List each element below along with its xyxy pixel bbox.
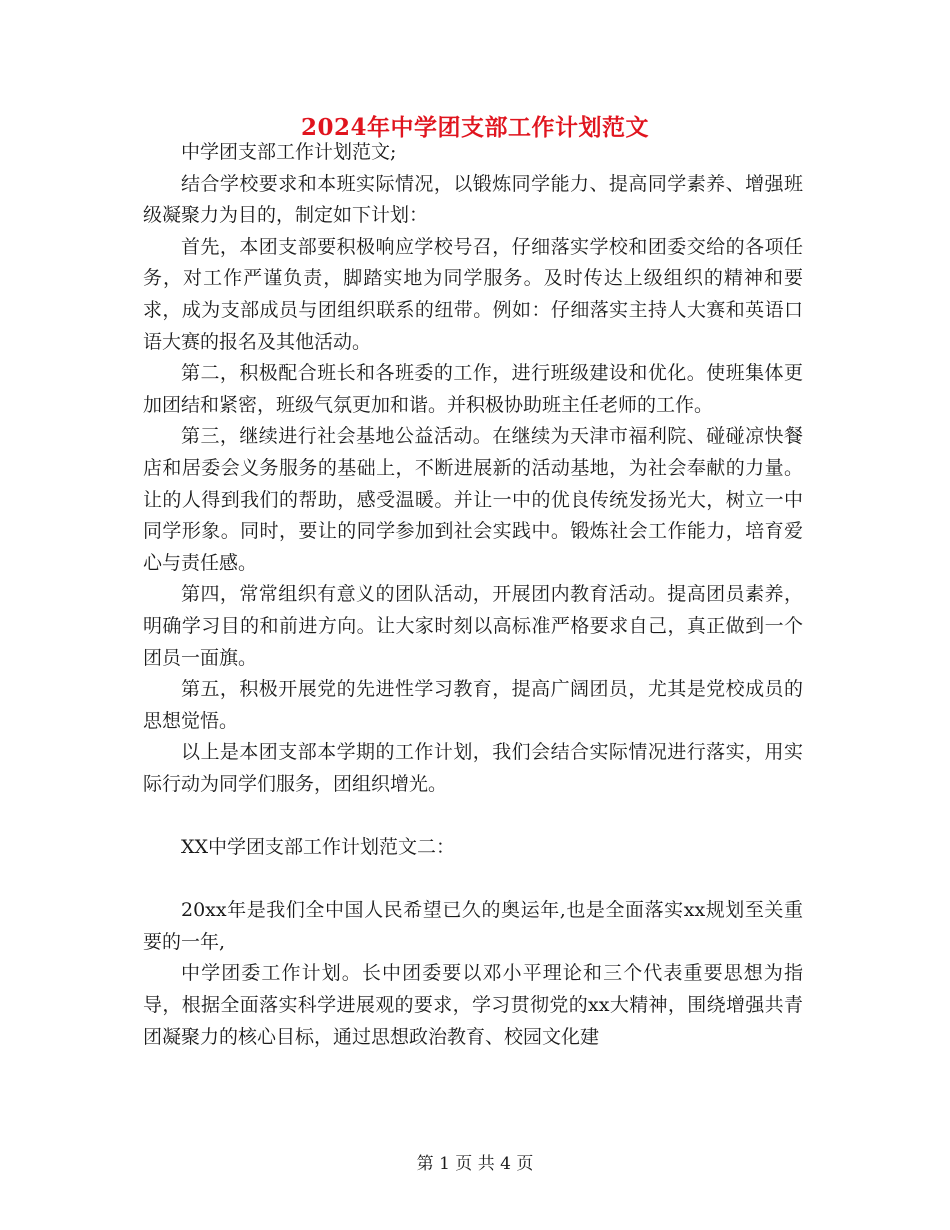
document-body (143, 137, 803, 1053)
paragraph-committee-plan: 中学团委工作计划。长中团委要以邓小平理论和三个代表重要思想为指导，根据全面落实科学进展观的要求，学习贯彻党的xx大精神，围绕增强共青团凝聚力的核心目标，通过思想政治教育、校园文化建 (143, 962, 803, 1048)
paragraph-summary: 以上是本团支部本学期的工作计划，我们会结合实际情况进行落实，用实际行动为同学们服务，团组织增光。 (143, 741, 803, 795)
paragraph-fifth: 第五，积极开展党的先进性学习教育，提高广阔团员，尤其是党校成员的思想觉悟。 (143, 678, 803, 732)
paragraph-intro: 中学团支部工作计划范文; (181, 141, 397, 163)
section-heading-two: XX中学团支部工作计划范文二： (181, 836, 456, 859)
paragraph-first: 首先，本团支部要积极响应学校号召，仔细落实学校和团委交给的各项任务，对工作严谨负责，脚踏实地为同学服务。及时传达上级组织的精神和要求，成为支部成员与团组织联系的纽带。例如：仔细落实主持人大赛和英语口语大赛的报名及其他活动。 (143, 235, 803, 353)
paragraph-second: 第二，积极配合班长和各班委的工作，进行班级建设和优化。使班集体更加团结和紧密，班级气氛更加和谐。并积极协助班主任老师的工作。 (143, 362, 803, 416)
paragraph-third: 第三，继续进行社会基地公益活动。在继续为天津市福利院、碰碰凉快餐店和居委会义务服务的基础上，不断进展新的活动基地，为社会奉献的力量。让的人得到我们的帮助，感受温暖。并让一中的优良传统发扬光大，树立一中同学形象。同时，要让的同学参加到社会实践中。锻炼社会工作能力，培育爱心与责任感。 (143, 425, 803, 574)
paragraph-olympic-year: 20xx年是我们全中国人民希望已久的奥运年,也是全面落实xx规划至关重要的一年, (143, 899, 803, 953)
paragraph-purpose: 结合学校要求和本班实际情况，以锻炼同学能力、提高同学素养、增强班级凝聚力为目的，制定如下计划： (143, 172, 803, 227)
page-number-footer: 第 1 页 共 4 页 (416, 1154, 534, 1174)
document-title: 2024年中学团支部工作计划范文 (300, 114, 649, 141)
paragraph-fourth: 第四，常常组织有意义的团队活动，开展团内教育活动。提高团员素养，明确学习目的和前进方向。让大家时刻以高标准严格要求自己，真正做到一个团员一面旗。 (143, 583, 803, 669)
